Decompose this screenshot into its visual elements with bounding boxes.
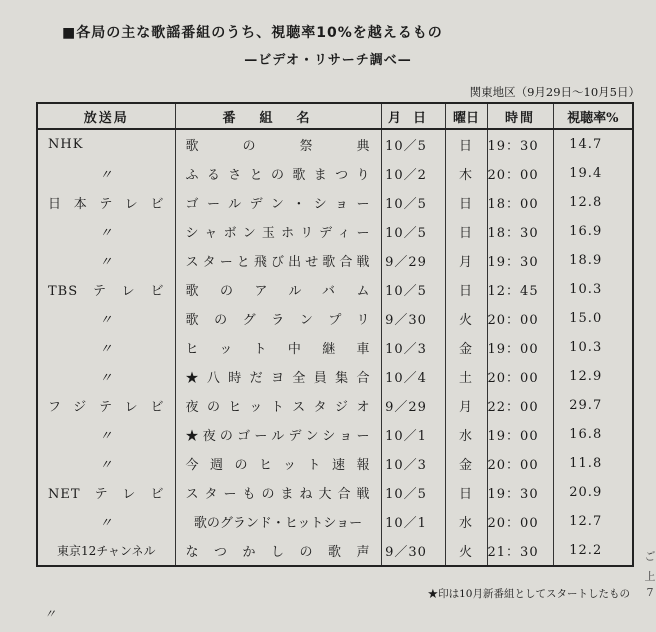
cell-date: 10／5 <box>381 129 445 159</box>
cell-date: 9／30 <box>381 536 445 566</box>
cell-time: 18：30 <box>487 217 553 246</box>
cell-weekday: 日 <box>445 129 487 159</box>
cell-station: 〃 <box>37 449 175 478</box>
cell-date: 10／5 <box>381 275 445 304</box>
cell-date: 10／5 <box>381 478 445 507</box>
cell-date: 9／30 <box>381 304 445 333</box>
table-row <box>37 246 633 275</box>
cell-program: 歌のグランド・ヒットショー <box>175 507 381 536</box>
cell-station: 〃 <box>37 362 175 391</box>
cell-program: ★夜のゴールデンショー <box>175 420 381 449</box>
table-row <box>37 507 633 536</box>
table-row <box>37 217 633 246</box>
cell-rating: 12.2 <box>553 536 633 566</box>
cell-rating: 10.3 <box>553 333 633 362</box>
cell-program: ★八時だヨ全員集合 <box>175 362 381 391</box>
cell-weekday: 火 <box>445 536 487 566</box>
table-row <box>37 478 633 507</box>
cell-station: NHK <box>37 129 175 159</box>
document-subtitle: —ビデオ・リサーチ調べ— <box>244 53 412 68</box>
cell-weekday: 月 <box>445 391 487 420</box>
table-row <box>37 391 633 420</box>
table-row <box>37 159 633 188</box>
footnote: ★印は10月新番組としてスタートしたもの <box>427 588 630 600</box>
cell-station: 〃 <box>37 159 175 188</box>
cell-time: 20：00 <box>487 304 553 333</box>
cell-date: 10／4 <box>381 362 445 391</box>
cell-time: 21：30 <box>487 536 553 566</box>
edge-text-1: ご <box>644 550 656 563</box>
cell-rating: 12.8 <box>553 188 633 217</box>
table-row <box>37 275 633 304</box>
table-header-row <box>37 103 633 129</box>
cell-program: スターものまね大合戦 <box>175 478 381 507</box>
cell-station: 〃 <box>37 246 175 275</box>
cell-rating: 16.8 <box>553 420 633 449</box>
cell-program: 歌のグランプリ <box>175 304 381 333</box>
cell-time: 12：45 <box>487 275 553 304</box>
ratings-table <box>36 102 634 567</box>
table-row <box>37 362 633 391</box>
cell-weekday: 金 <box>445 449 487 478</box>
cell-program: なつかしの歌声 <box>175 536 381 566</box>
cell-time: 19：30 <box>487 246 553 275</box>
cell-date: 10／3 <box>381 333 445 362</box>
table-row <box>37 333 633 362</box>
cell-date: 10／5 <box>381 188 445 217</box>
document-title: ■各局の主な歌謡番組のうち、視聴率10%を越えるもの <box>62 25 443 41</box>
edge-text-2: 上 <box>644 570 656 583</box>
cell-program: ふるさとの歌まつり <box>175 159 381 188</box>
column-header-time: 時間 <box>487 103 553 129</box>
table-row <box>37 188 633 217</box>
cell-date: 10／1 <box>381 507 445 536</box>
cell-weekday: 月 <box>445 246 487 275</box>
cell-time: 19：30 <box>487 478 553 507</box>
column-header-program: 番組名 <box>175 103 381 129</box>
cell-program: ゴールデン・ショー <box>175 188 381 217</box>
cell-time: 18：00 <box>487 188 553 217</box>
column-header-station: 放送局 <box>37 103 175 129</box>
cell-station: 〃 <box>37 507 175 536</box>
cell-station: 東京12チャンネル <box>37 536 175 566</box>
cell-rating: 14.7 <box>553 129 633 159</box>
table-row <box>37 449 633 478</box>
cell-time: 19：00 <box>487 420 553 449</box>
column-header-date: 月日 <box>381 103 445 129</box>
cell-station: 〃 <box>37 217 175 246</box>
cell-station: フジテレビ <box>37 391 175 420</box>
cell-rating: 12.9 <box>553 362 633 391</box>
cell-time: 22：00 <box>487 391 553 420</box>
cell-rating: 15.0 <box>553 304 633 333</box>
cell-weekday: 日 <box>445 217 487 246</box>
cell-time: 20：00 <box>487 507 553 536</box>
cell-weekday: 金 <box>445 333 487 362</box>
cell-weekday: 木 <box>445 159 487 188</box>
cell-station: 〃 <box>37 333 175 362</box>
cell-weekday: 土 <box>445 362 487 391</box>
table-row <box>37 536 633 566</box>
cell-weekday: 水 <box>445 507 487 536</box>
cell-rating: 16.9 <box>553 217 633 246</box>
cell-date: 10／1 <box>381 420 445 449</box>
cell-time: 20：00 <box>487 449 553 478</box>
cell-time: 19：00 <box>487 333 553 362</box>
cell-rating: 29.7 <box>553 391 633 420</box>
cell-station: 日本テレビ <box>37 188 175 217</box>
cell-weekday: 火 <box>445 304 487 333</box>
table-row <box>37 420 633 449</box>
cell-time: 20：00 <box>487 362 553 391</box>
table-row <box>37 129 633 159</box>
column-header-weekday: 曜日 <box>445 103 487 129</box>
cell-rating: 19.4 <box>553 159 633 188</box>
cell-rating: 10.3 <box>553 275 633 304</box>
cell-weekday: 日 <box>445 188 487 217</box>
cell-program: 歌のアルバム <box>175 275 381 304</box>
cell-rating: 11.8 <box>553 449 633 478</box>
cell-date: 9／29 <box>381 391 445 420</box>
table-row <box>37 304 633 333</box>
cell-program: 今週のヒット速報 <box>175 449 381 478</box>
cell-weekday: 日 <box>445 275 487 304</box>
cell-date: 10／5 <box>381 217 445 246</box>
cell-program: 歌の祭典 <box>175 129 381 159</box>
cell-date: 9／29 <box>381 246 445 275</box>
cell-program: ヒット中継車 <box>175 333 381 362</box>
cell-time: 20：00 <box>487 159 553 188</box>
cell-station: TBSテレビ <box>37 275 175 304</box>
region-period-note: 関東地区（9月29日〜10月5日） <box>469 85 640 99</box>
cell-date: 10／2 <box>381 159 445 188</box>
cell-station: 〃 <box>37 420 175 449</box>
cell-program: スターと飛び出せ歌合戦 <box>175 246 381 275</box>
cell-program: 夜のヒットスタジオ <box>175 391 381 420</box>
cell-time: 19：30 <box>487 129 553 159</box>
stray-mark: 〃 <box>44 607 57 621</box>
cell-rating: 20.9 <box>553 478 633 507</box>
column-header-rating: 視聴率% <box>553 103 633 129</box>
cell-rating: 18.9 <box>553 246 633 275</box>
cell-station: 〃 <box>37 304 175 333</box>
cell-rating: 12.7 <box>553 507 633 536</box>
cell-program: シャボン玉ホリディー <box>175 217 381 246</box>
edge-text-3: 7 <box>646 586 654 599</box>
cell-weekday: 水 <box>445 420 487 449</box>
cell-date: 10／3 <box>381 449 445 478</box>
cell-station: NETテレビ <box>37 478 175 507</box>
cell-weekday: 日 <box>445 478 487 507</box>
